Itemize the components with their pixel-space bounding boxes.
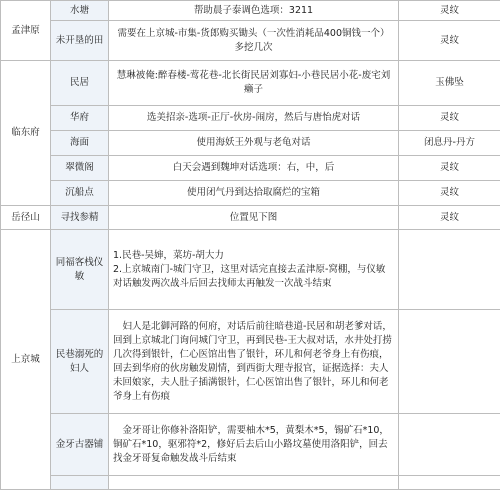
- table-row: [1, 61, 500, 106]
- area-cell: 临东府: [1, 61, 51, 206]
- description-cell: 位置见下图: [109, 206, 399, 230]
- description-line: 金牙哥让你修补洛阳铲，需要柚木*5，黄梨木*5，锡矿石*10，铜矿石*10，驱邪符*2，修好后去后山小路坟墓使用洛阳铲，回去找金牙哥复命触发战斗后结束: [113, 424, 389, 464]
- table-row: [1, 156, 500, 181]
- description-cell: [109, 476, 399, 490]
- table-row: [1, 206, 500, 230]
- place-cell: 海面: [51, 131, 109, 156]
- table-row: [1, 106, 500, 131]
- reward-cell: 灵纹: [399, 106, 500, 131]
- table-row: [1, 414, 500, 476]
- description-line: 2.上京城南门-城门守卫，这里对话完直接去孟津原-窝棚，与仪敏对话触发两次战斗后回去找师太再触发一次战斗结束: [113, 263, 386, 289]
- description-cell: [109, 310, 399, 414]
- place-cell: 金牙古器铺: [51, 414, 109, 476]
- table-row: [1, 476, 500, 490]
- reward-cell: 灵纹: [399, 156, 500, 181]
- place-cell: 寻找参精: [51, 206, 109, 230]
- description-cell: 白天会遇到魏坤对话选项：右，中，后: [109, 156, 399, 181]
- description-cell: [109, 230, 399, 310]
- place-cell: 翠微阁: [51, 156, 109, 181]
- reward-cell: [399, 310, 500, 414]
- place-cell: 水塘: [51, 1, 109, 21]
- place-cell: 华府: [51, 106, 109, 131]
- place-cell: 同福客栈仪敏: [51, 230, 109, 310]
- description-cell: 需要在上京城-市集-货郎购买锄头（一次性消耗品400铜钱一个）多挖几次: [109, 21, 399, 61]
- reward-cell: 灵纹: [399, 21, 500, 61]
- table-row: [1, 1, 500, 21]
- area-cell: 岳径山: [1, 206, 51, 230]
- reward-cell: [399, 476, 500, 490]
- table-row: [1, 131, 500, 156]
- reward-cell: 灵纹: [399, 1, 500, 21]
- place-cell: 未开垦的田: [51, 21, 109, 61]
- area-cell: 上京城: [1, 230, 51, 490]
- table-row: [1, 21, 500, 61]
- place-cell: 民居: [51, 61, 109, 106]
- table-row: [1, 181, 500, 206]
- description-cell: 慧琳被俺:醉春楼-莺花巷-北长街民居刘寡妇-小巷民居小花-废宅刘癞子: [109, 61, 399, 106]
- description-cell: 使用闭气丹到达拾取腐烂的宝箱: [109, 181, 399, 206]
- reward-cell: 灵纹: [399, 206, 500, 230]
- place-cell: 沉船点: [51, 181, 109, 206]
- description-line: 妇人是北御河路的何府，对话后前往暗巷道-民居和胡老爹对话，回到上京城北门询问城门守卫，再到民巷-王大叔对话，水井处打捞几次得到银针，仁心医馆出售了银针，环儿和何老爷身上有伤痕，回去到华府的伙房触发剧情，到西街大理寺报官，证据选择：夫人未回娘家，夫人肚子插满银针，仁心医馆出售了银针，环儿和何老爷身上有伤痕: [113, 320, 392, 402]
- description-cell: [109, 414, 399, 476]
- description-line: 1.民巷-吴婶，菜坊-胡大力: [113, 249, 224, 261]
- reward-cell: 灵纹: [399, 181, 500, 206]
- reward-cell: [399, 414, 500, 476]
- description-cell: 选美招亲-选项-正厅-伙房-闹房，然后与唐怡虎对话: [109, 106, 399, 131]
- reward-cell: 玉佛坠: [399, 61, 500, 106]
- reward-cell: [399, 230, 500, 310]
- place-cell: [51, 476, 109, 490]
- place-cell: 民巷溺死的妇人: [51, 310, 109, 414]
- area-cell: 孟津原: [1, 1, 51, 61]
- reward-cell: 闭息丹-丹方: [399, 131, 500, 156]
- table-row: [1, 230, 500, 310]
- table-row: [1, 310, 500, 414]
- description-cell: 帮助晨子泰调色选项：3211: [109, 1, 399, 21]
- description-cell: 使用海妖王外观与老龟对话: [109, 131, 399, 156]
